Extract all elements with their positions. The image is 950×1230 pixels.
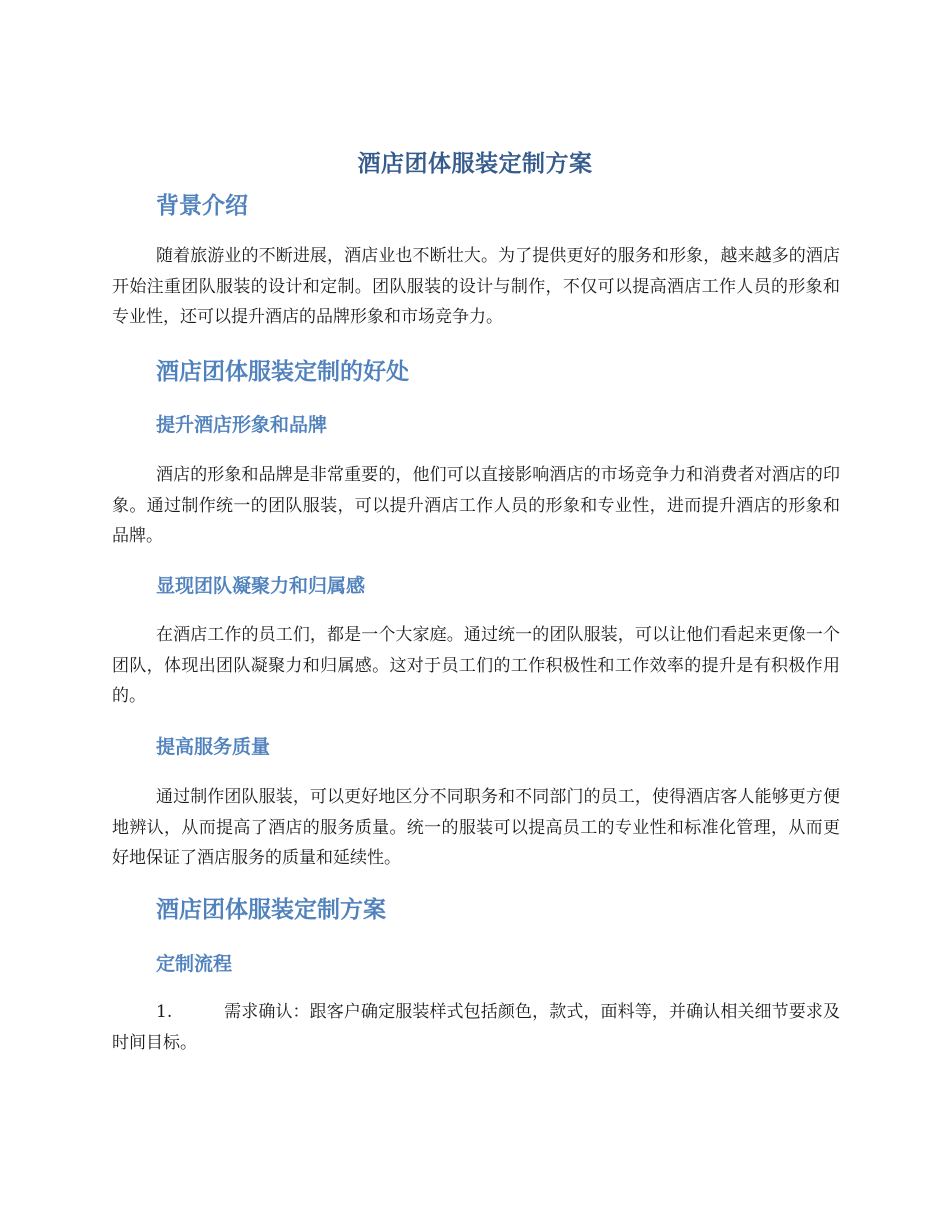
subheading-service: 提高服务质量 <box>156 736 271 758</box>
document-title: 酒店团体服装定制方案 <box>357 151 593 177</box>
paragraph-service: 通过制作团队服装，可以更好地区分不同职务和不同部门的员工，使得酒店客人能够更方便地辨认，从而提高了酒店的服务质量。统一的服装可以提高员工的专业性和标准化管理，从而更好地保证了酒店服务的质量和延续性。 <box>112 787 840 868</box>
heading-benefits: 酒店团体服装定制的好处 <box>156 359 409 385</box>
paragraph-brand: 酒店的形象和品牌是非常重要的，他们可以直接影响酒店的市场竞争力和消费者对酒店的印象。通过制作统一的团队服装，可以提升酒店工作人员的形象和专业性，进而提升酒店的形象和品牌。 <box>112 465 840 546</box>
list-item <box>112 997 840 1058</box>
subheading-process: 定制流程 <box>156 953 233 975</box>
subheading-brand: 提升酒店形象和品牌 <box>156 414 328 436</box>
paragraph-cohesion: 在酒店工作的员工们，都是一个大家庭。通过统一的团队服装，可以让他们看起来更像一个团队，体现出团队凝聚力和归属感。这对于员工们的工作积极性和工作效率的提升是有积极作用的。 <box>112 625 840 706</box>
heading-background: 背景介绍 <box>156 193 248 219</box>
list-item-number: 1. <box>156 1002 173 1022</box>
list-item-text: 需求确认：跟客户确定服装样式包括颜色，款式，面料等，并确认相关细节要求及时间目标。 <box>112 1002 840 1053</box>
paragraph-background: 随着旅游业的不断进展，酒店业也不断壮大。为了提供更好的服务和形象，越来越多的酒店开始注重团队服装的设计和定制。团队服装的设计与制作，不仅可以提高酒店工作人员的形象和专业性，还可以提升酒店的品牌形象和市场竞争力。 <box>112 246 840 327</box>
heading-plan: 酒店团体服装定制方案 <box>156 897 386 923</box>
subheading-cohesion: 显现团队凝聚力和归属感 <box>156 575 366 597</box>
